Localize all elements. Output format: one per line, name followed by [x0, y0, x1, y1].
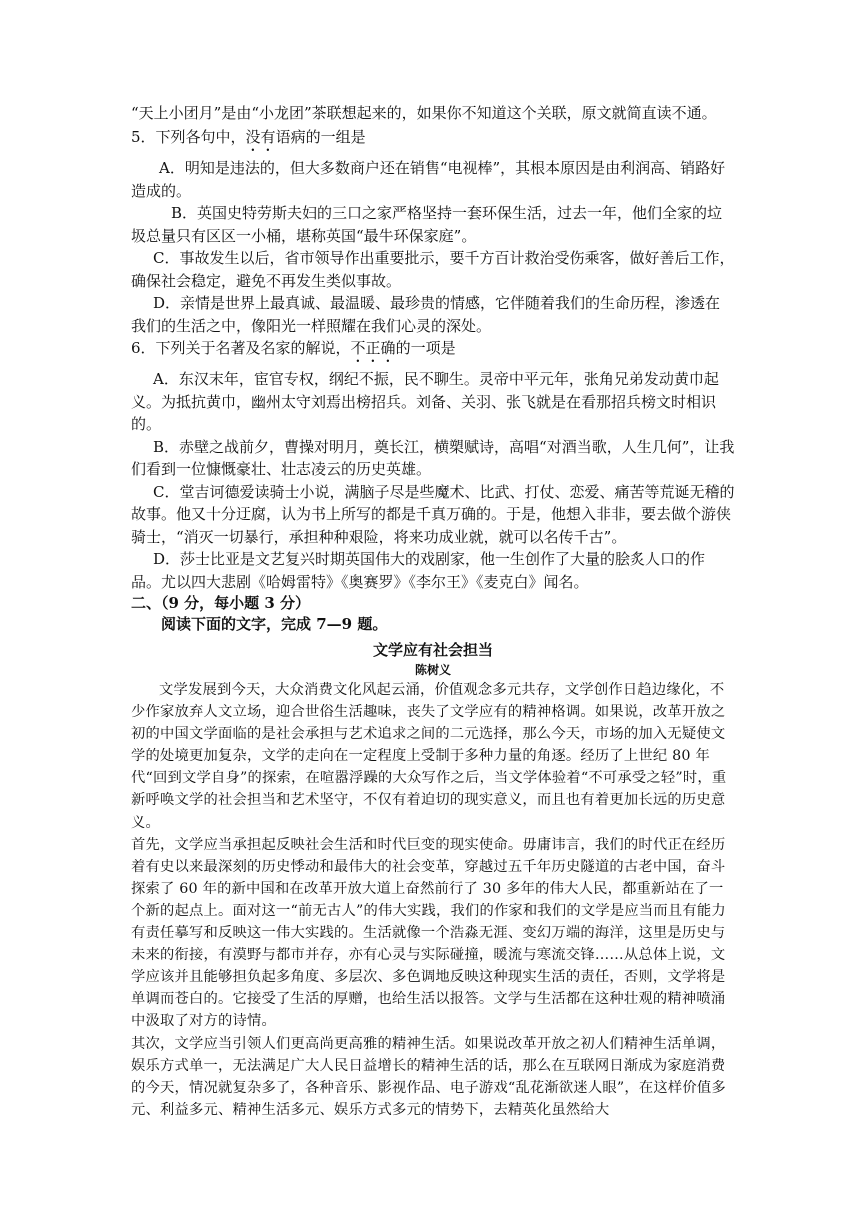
question-5-option-b: B．英国史特劳斯夫妇的三口之家严格坚持一套环保生活，过去一年，他们全家的垃圾总量只有区区一小桶，堪称英国“最牛环保家庭”。 [131, 204, 723, 245]
intro-paragraph: “天上小团月”是由“小龙团”茶联想起来的，如果你不知道这个关联，原文就简直读不通。 [131, 104, 717, 122]
question-5-stem [131, 126, 735, 155]
article-paragraph-3: 其次，文学应当引领人们更高尚更高雅的精神生活。如果说改革开放之初人们精神生活单调，娱乐方式单一，无法满足广大人民日益增长的精神生活的话，那么在互联网日渐成为家庭消费的今天，情况就复杂多了，各种音乐、影视作品、电子游戏“乱花渐欲迷人眼”，在这样价值多元、利益多元、精神生活多元、娱乐方式多元的情势下，去精英化虽然给大 [131, 1035, 726, 1118]
document-content [131, 102, 735, 1121]
question-6-emphasis: 不正确 [350, 339, 396, 357]
question-6-option-b: B．赤壁之战前夕，曹操对明月，奠长江，横槊赋诗，高唱“对酒当歌，人生几何”，让我们看到一位慷慨豪壮、壮志凌云的历史英雄。 [131, 437, 735, 478]
question-5-option-c: C．事故发生以后，省市领导作出重要批示，要千方百计救治受伤乘客，做好善后工作，确保社会稳定，避免不再发生类似事故。 [131, 249, 735, 290]
article-title: 文学应有社会担当 [372, 641, 493, 659]
question-6-option-d: D．莎士比亚是文艺复兴时期英国伟大的戏剧家，他一生创作了大量的脍炙人口的作品。尤以四大悲剧《哈姆雷特》《奥赛罗》《李尔王》《麦克白》闻名。 [131, 550, 706, 591]
question-5-emphasis: 没有 [245, 128, 276, 146]
question-6-stem [131, 337, 735, 366]
article-author: 陈树义 [414, 663, 451, 677]
question-6-option-a: A．东汉末年，宦官专权，纲纪不振，民不聊生。灵帝中平元年，张角兄弟发动黄巾起义。为抵抗黄巾，幽州太守刘焉出榜招兵。刘备、关羽、张飞就是在看那招兵榜文时相识的。 [131, 370, 719, 433]
question-5-suffix: 语病的一组是 [275, 128, 366, 146]
question-6-option-c: C．堂吉诃德爱读骑士小说，满脑子尽是些魔术、比武、打仗、恋爱、痛苦等荒诞无稽的故事。他又十分迂腐，认为书上所写的都是千真万确的。于是，他想入非非，要去做个游侠骑士，“消灭一切暴行，承担种种艰险，将来功成业就，就可以名传千古”。 [131, 482, 735, 546]
question-6-suffix: 的一项是 [395, 339, 456, 357]
question-5-prefix: 5．下列各句中， [131, 128, 246, 146]
question-5-option-d: D．亲情是世界上最真诚、最温暖、最珍贵的情感，它伴随着我们的生命历程，渗透在我们的生活之中，像阳光一样照耀在我们心灵的深处。 [131, 294, 721, 335]
question-5-option-a: A．明知是违法的，但大多数商户还在销售“电视棒”，其根本原因是由利润高、销路好造成的。 [131, 159, 726, 200]
article-paragraph-1: 文学发展到今天，大众消费文化风起云涌，价值观念多元共存，文学创作日趋边缘化，不少作家放弃人文立场，迎合世俗生活趣味，丧失了文学应有的精神格调。如果说，改革开放之初的中国文学面临的是社会承担与艺术追求之间的二元选择，那么今天，市场的加入无疑使文学的处境更加复杂，文学的走向在一定程度上受制于多种力量的角逐。经历了上世纪 80 年代“回到文学自身”的探索，在喧嚣浮躁的大众写作之后，当文学体验着“不可承受之轻”时，重新呼唤文学的社会担当和艺术坚守，不仅有着迫切的现实意义，而且也有着更加长远的历史意义。 [131, 682, 727, 831]
article-paragraph-2: 首先，文学应当承担起反映社会生活和时代巨变的现实使命。毋庸讳言，我们的时代正在经历着有史以来最深刻的历史悸动和最伟大的社会变革，穿越过五千年历史隧道的古老中国，奋斗探索了 60 年的新中国和在改革开放大道上奋然前行了 30 多年的伟大人民，都重新站在了一个新的起点上。面对这一“前无古人”的伟大实践，我们的作家和我们的文学是应当而且有能力有责任摹写和反映这一伟大实践的。生活就像一个浩淼无涯、变幻万端的海洋，这里是历史与未来的衔接，有漠野与都市并存，亦有心灵与实际碰撞，暖流与寒流交锋……从总体上说，文学应该并且能够担负起多角度、多层次、多色调地反映这种现实生活的责任，否则，文学将是单调而苍白的。它接受了生活的厚赠，也给生活以报答。文学与生活都在这种壮观的精神喷涌中汲取了对方的诗情。 [131, 836, 726, 1030]
question-6-prefix: 6．下列关于名著及名家的解说， [131, 339, 351, 357]
section-2-instruction: 阅读下面的文字，完成 7—9 题。 [161, 615, 388, 633]
section-2-heading: 二、（9 分，每小题 3 分） [131, 594, 311, 612]
